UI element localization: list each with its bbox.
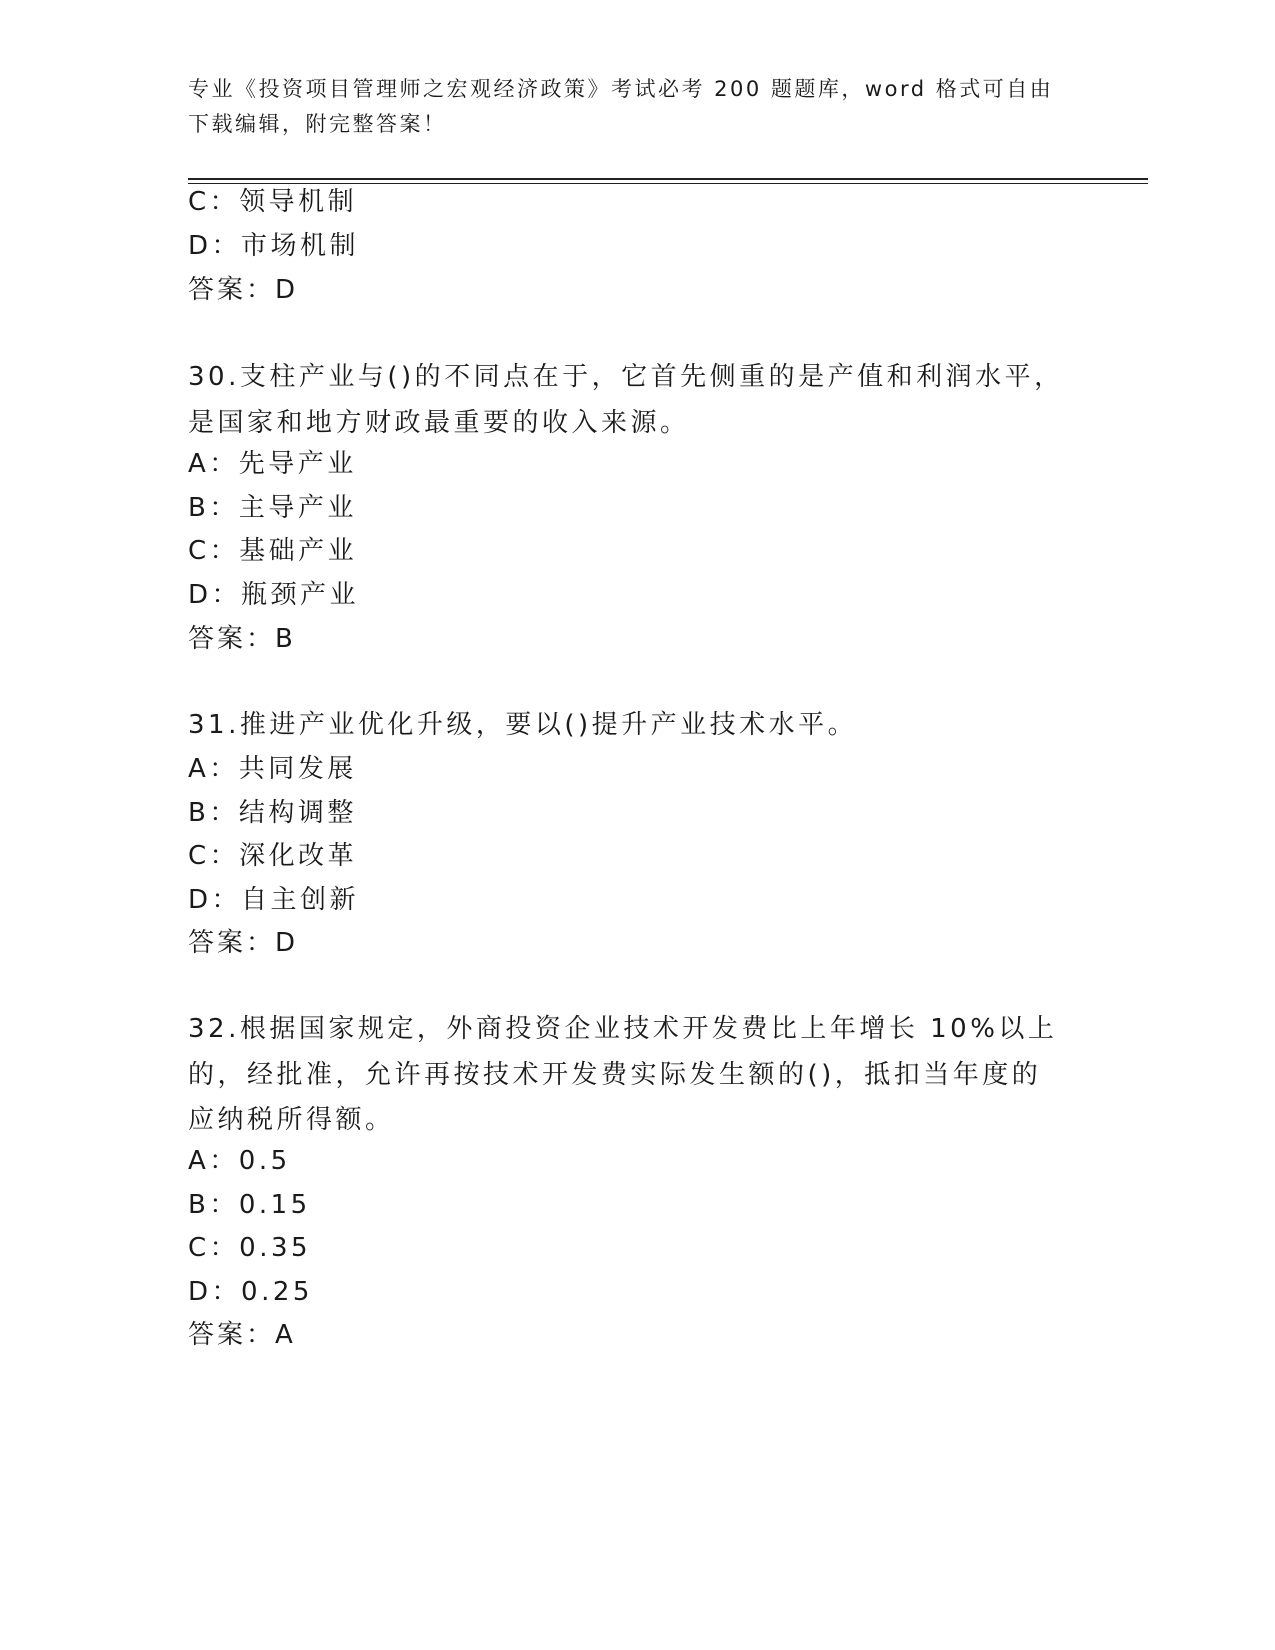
- document-header: 专业《投资项目管理师之宏观经济政策》考试必考 200 题题库，word 格式可自由下载编辑，附完整答案！: [188, 77, 1054, 136]
- question-31-option-c: C：深化改革: [188, 841, 358, 871]
- option-c: C：领导机制: [188, 187, 358, 217]
- header-divider-thick: [188, 178, 1148, 180]
- question-31-stem: 31.推进产业优化升级，要以()提升产业技术水平。: [188, 710, 858, 740]
- question-31-option-a: A：共同发展: [188, 754, 357, 784]
- question-32-stem: 32.根据国家规定，外商投资企业技术开发费比上年增长 10%以上的，经批准，允许再按技术开发费实际发生额的()，抵扣当年度的应纳税所得额。: [188, 1014, 1058, 1135]
- question-32-option-d: D：0.25: [188, 1277, 313, 1307]
- question-32-answer: 答案：A: [188, 1320, 296, 1350]
- answer-line: 答案：D: [188, 275, 299, 305]
- question-32-option-c: C：0.35: [188, 1233, 312, 1263]
- question-32-option-a: A：0.5: [188, 1146, 291, 1176]
- option-d: D：市场机制: [188, 231, 360, 261]
- question-31-option-d: D：自主创新: [188, 885, 360, 915]
- question-30-option-c: C：基础产业: [188, 536, 358, 566]
- question-30-option-d: D：瓶颈产业: [188, 580, 360, 610]
- question-30-option-b: B：主导产业: [188, 493, 357, 523]
- question-32-option-b: B：0.15: [188, 1190, 311, 1220]
- question-30-stem: 30.支柱产业与()的不同点在于，它首先侧重的是产值和利润水平，是国家和地方财政最重要的收入来源。: [188, 362, 1064, 438]
- question-31-option-b: B：结构调整: [188, 798, 357, 828]
- question-30-option-a: A：先导产业: [188, 449, 357, 479]
- question-30-answer: 答案：B: [188, 624, 296, 654]
- question-31-answer: 答案：D: [188, 928, 299, 958]
